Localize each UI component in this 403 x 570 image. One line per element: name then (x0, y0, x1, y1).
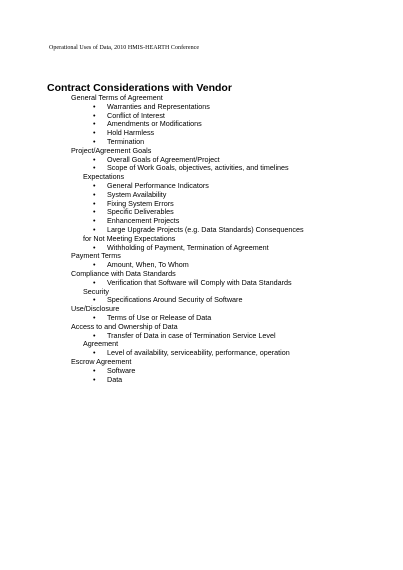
outline-bullet-item (0, 332, 403, 341)
outline-text: Fixing System Errors (107, 198, 174, 208)
outline-text: Project/Agreement Goals (71, 145, 152, 155)
bullet-icon: • (93, 277, 96, 287)
outline-text: Compliance with Data Standards (71, 268, 176, 278)
outline-text: Level of availability, serviceability, performance, operation (107, 348, 290, 358)
outline-text: Specific Deliverables (107, 207, 174, 217)
outline-bullet-item (0, 367, 403, 376)
bullet-icon: • (93, 365, 96, 375)
bullet-icon: • (93, 101, 96, 111)
outline-text: Data (107, 374, 123, 384)
outline-bullet-item (0, 226, 403, 235)
bullet-icon: • (93, 180, 96, 190)
outline-bullet-item (0, 244, 403, 253)
outline-bullet-item (0, 314, 403, 323)
outline-bullet-item (0, 279, 403, 288)
bullet-icon: • (93, 154, 96, 164)
bullet-icon: • (93, 374, 96, 384)
outline-text: Enhancement Projects (107, 216, 180, 226)
outline-text: Security (83, 286, 109, 296)
bullet-icon: • (93, 207, 96, 217)
outline-text: Expectations (83, 172, 125, 182)
outline-text: Amendments or Modifications (107, 119, 202, 129)
outline-list (0, 94, 403, 384)
bullet-icon: • (93, 260, 96, 270)
bullet-icon: • (93, 163, 96, 173)
outline-text: Access to and Ownership of Data (71, 321, 178, 331)
bullet-icon: • (93, 216, 96, 226)
outline-text: Specifications Around Security of Software (107, 295, 243, 305)
outline-text: Large Upgrade Projects (e.g. Data Standards) Consequences (107, 224, 304, 234)
bullet-icon: • (93, 348, 96, 358)
outline-bullet-item (0, 164, 403, 173)
outline-bullet-item (0, 103, 403, 112)
outline-text: Terms of Use or Release of Data (107, 312, 212, 322)
outline-text: Agreement (83, 339, 119, 349)
outline-bullet-item (0, 376, 403, 385)
bullet-icon: • (93, 224, 96, 234)
outline-bullet-item (0, 208, 403, 217)
outline-text: for Not Meeting Expectations (83, 233, 176, 243)
outline-bullet-item (0, 191, 403, 200)
bullet-icon: • (93, 295, 96, 305)
outline-heading (0, 358, 403, 367)
bullet-icon: • (93, 119, 96, 129)
outline-text: General Terms of Agreement (71, 93, 163, 102)
outline-bullet-item (0, 349, 403, 358)
bullet-icon: • (93, 136, 96, 146)
document-title: Contract Considerations with Vendor (47, 82, 232, 94)
outline-text: Warranties and Representations (107, 101, 210, 111)
outline-text: Payment Terms (71, 251, 121, 261)
outline-text: Hold Harmless (107, 128, 155, 138)
outline-text: Use/Disclosure (71, 304, 120, 314)
outline-text: Escrow Agreement (71, 356, 132, 366)
outline-bullet-item (0, 129, 403, 138)
bullet-icon: • (93, 198, 96, 208)
outline-bullet-item (0, 120, 403, 129)
outline-text: Transfer of Data in case of Termination Service Level (107, 330, 276, 340)
bullet-icon: • (93, 189, 96, 199)
bullet-icon: • (93, 110, 96, 120)
outline-text: Software (107, 365, 136, 375)
outline-heading (0, 252, 403, 261)
outline-bullet-item (0, 261, 403, 270)
outline-bullet-item (0, 296, 403, 305)
bullet-icon: • (93, 128, 96, 138)
outline-text: System Availability (107, 189, 167, 199)
outline-bullet-item (0, 182, 403, 191)
outline-text: Amount, When, To Whom (107, 260, 189, 270)
bullet-icon: • (93, 312, 96, 322)
outline-text: Verification that Software will Comply with Data Standards (107, 277, 292, 287)
bullet-icon: • (93, 330, 96, 340)
outline-text: Overall Goals of Agreement/Project (107, 154, 220, 164)
outline-text: Conflict of Interest (107, 110, 165, 120)
outline-text: Scope of Work Goals, objectives, activities, and timelines (107, 163, 289, 173)
outline-text: Termination (107, 136, 145, 146)
page-header: Operational Uses of Data, 2010 HMIS-HEARTH Conference (49, 45, 200, 51)
outline-text: Withholding of Payment, Termination of Agreement (107, 242, 269, 252)
bullet-icon: • (93, 242, 96, 252)
outline-bullet-item (0, 200, 403, 209)
outline-text: General Performance Indicators (107, 180, 209, 190)
outline-bullet-item (0, 138, 403, 147)
